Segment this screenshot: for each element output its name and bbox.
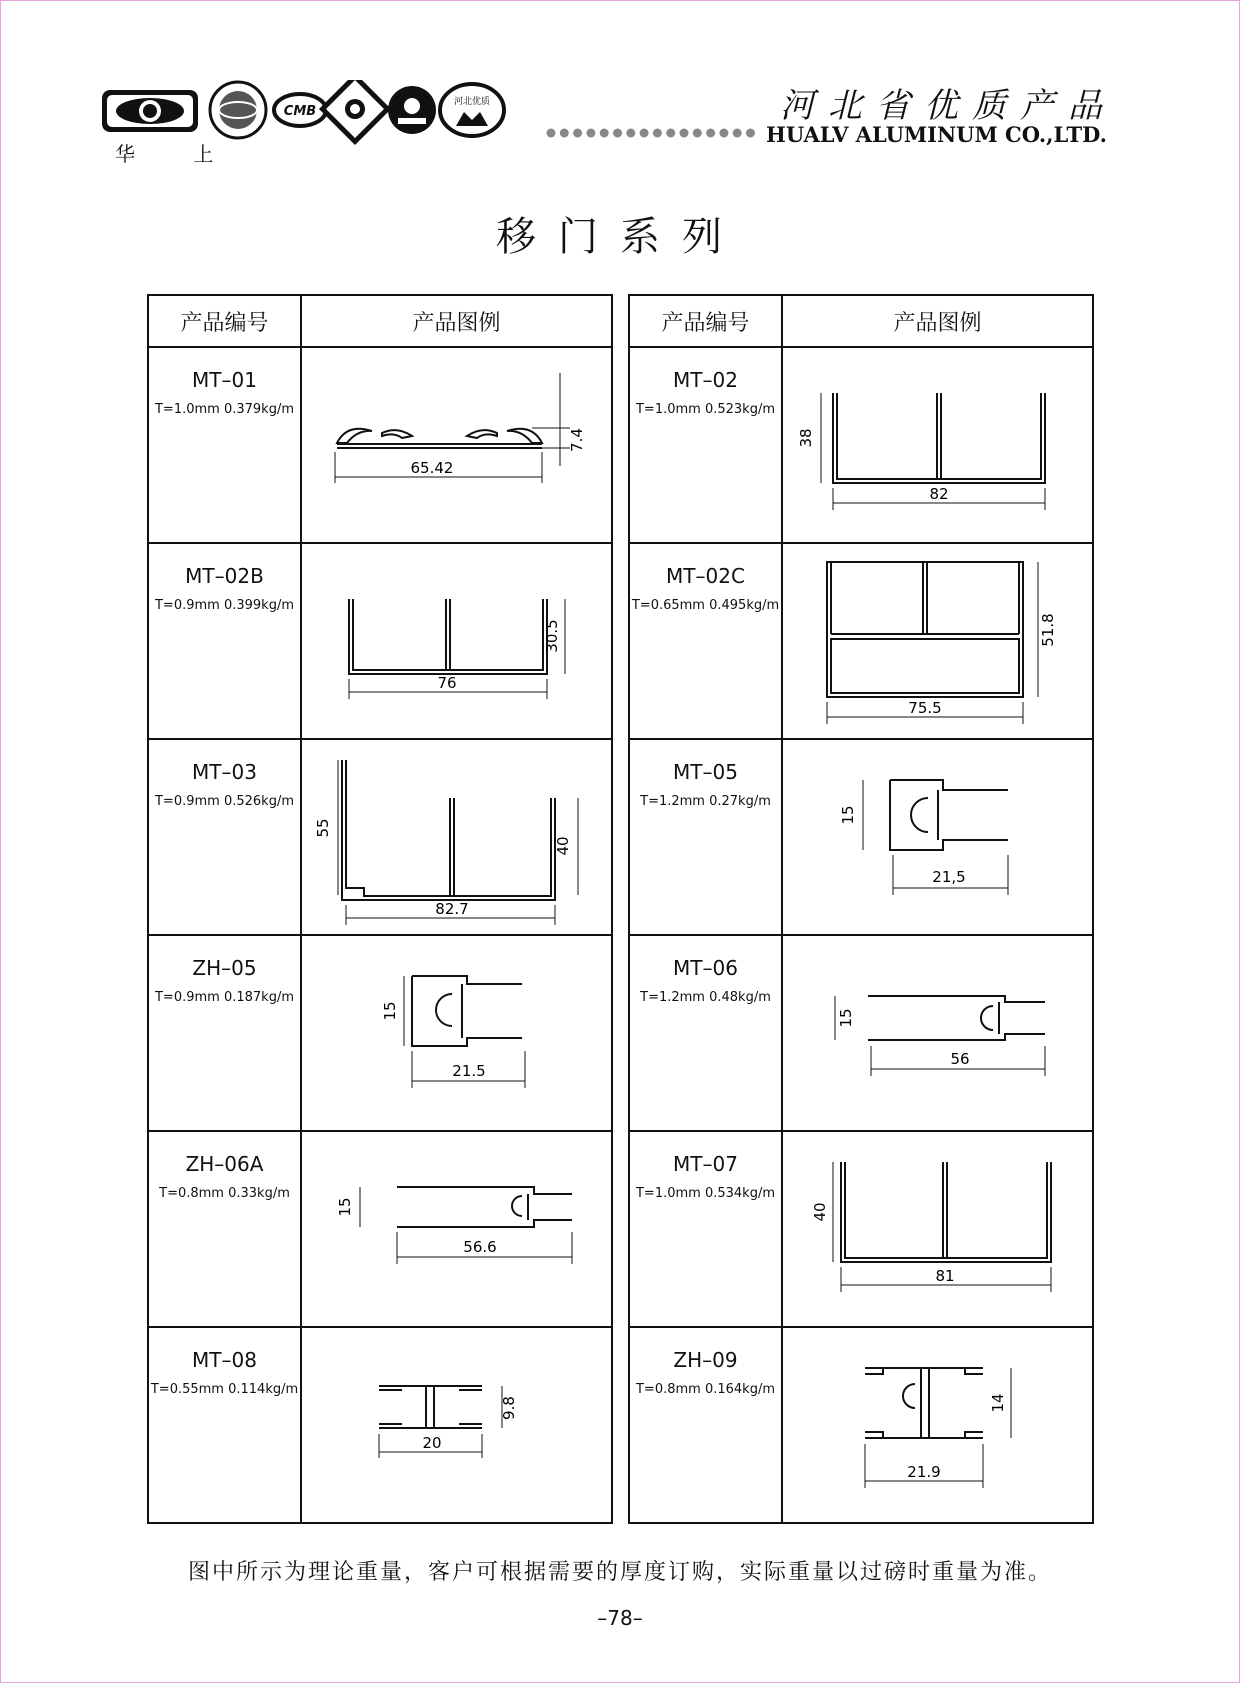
dimension-height: 55 [314, 818, 332, 838]
divider-dot [640, 129, 649, 138]
dimension-width: 76 [437, 674, 457, 692]
product-figure [301, 1327, 612, 1523]
product-spec: T=1.0mm 0.379kg/m [154, 402, 294, 417]
dimension-height: 15 [839, 805, 857, 825]
header-figure: 产品图例 [782, 295, 1093, 347]
divider-dot [719, 129, 728, 138]
divider-dot [573, 129, 582, 138]
quality-mark-icon [322, 80, 387, 142]
product-figure [782, 1131, 1093, 1327]
product-row [148, 935, 612, 1131]
product-code: MT–05 [673, 760, 738, 784]
profile-drawing [302, 740, 611, 934]
product-figure [301, 935, 612, 1131]
product-spec: T=0.55mm 0.114kg/m [150, 1382, 299, 1397]
profile-drawing [302, 1132, 611, 1326]
dimension-height: 15 [381, 1001, 399, 1021]
dimension-height: 14 [989, 1393, 1007, 1413]
product-code: MT–02 [673, 368, 738, 392]
emblem-icon [388, 86, 436, 134]
dimension-width: 81 [935, 1267, 955, 1285]
product-spec: T=0.8mm 0.33kg/m [159, 1186, 290, 1201]
product-row [629, 543, 1093, 739]
product-row [148, 1327, 612, 1523]
dimension-height-2: 40 [554, 836, 572, 856]
product-figure [301, 543, 612, 739]
product-row [629, 935, 1093, 1131]
weight-note: 图中所示为理论重量，客户可根据需要的厚度订购，实际重量以过磅时重量为准。 [187, 1560, 1052, 1585]
product-figure [301, 1131, 612, 1327]
product-figure [782, 935, 1093, 1131]
product-code: MT–02B [185, 564, 264, 588]
dimension-height: 9.8 [500, 1396, 518, 1420]
product-figure [782, 739, 1093, 935]
product-figure [782, 347, 1093, 543]
divider-dot [666, 129, 675, 138]
divider-dot [626, 129, 635, 138]
product-figure [301, 347, 612, 543]
profile-drawing [302, 348, 611, 542]
product-spec: T=1.0mm 0.534kg/m [635, 1186, 775, 1201]
product-code: ZH–06A [185, 1152, 264, 1176]
page-number: –78– [597, 1606, 643, 1630]
product-spec: T=0.9mm 0.526kg/m [154, 794, 294, 809]
product-code: ZH–05 [192, 956, 257, 980]
cmb-logo [274, 94, 326, 126]
profile-drawing [783, 1132, 1092, 1326]
product-row [629, 1327, 1093, 1523]
product-spec: T=0.8mm 0.164kg/m [635, 1382, 775, 1397]
globe-emblem-icon [210, 82, 266, 138]
divider-dot [560, 129, 569, 138]
profile-drawing [783, 1328, 1092, 1522]
dimension-width: 21.5 [452, 1062, 486, 1080]
dimension-height: 51.8 [1039, 613, 1057, 647]
dimension-height: 15 [336, 1197, 354, 1217]
product-table-right [628, 294, 1094, 1524]
product-table-left [147, 294, 613, 1524]
product-code: MT–07 [673, 1152, 738, 1176]
product-spec: T=1.2mm 0.27kg/m [640, 794, 771, 809]
profile-drawing [783, 348, 1092, 542]
profile-drawing [302, 544, 611, 738]
dimension-width: 75.5 [908, 699, 942, 717]
divider-dot [733, 129, 742, 138]
profile-drawing [302, 1328, 611, 1522]
product-code: ZH–09 [673, 1348, 738, 1372]
divider-dot [613, 129, 622, 138]
product-row [629, 347, 1093, 543]
divider-dot [653, 129, 662, 138]
product-code: MT–06 [673, 956, 738, 980]
product-spec: T=0.9mm 0.399kg/m [154, 598, 294, 613]
dimension-height: 30.5 [543, 619, 561, 653]
brand-logo [102, 90, 198, 132]
header-code: 产品编号 [148, 295, 301, 347]
dimension-height: 40 [811, 1202, 829, 1222]
product-spec: T=1.0mm 0.523kg/m [635, 402, 775, 417]
hebei-quality-seal [440, 84, 504, 136]
profile-drawing [783, 544, 1092, 738]
product-row [148, 543, 612, 739]
dimension-width: 82.7 [435, 900, 469, 918]
dimension-width: 56.6 [463, 1238, 497, 1256]
dimension-width: 82 [929, 485, 949, 503]
profile-drawing [302, 936, 611, 1130]
divider-dot [600, 129, 609, 138]
divider-dot [693, 129, 702, 138]
dimension-width: 20 [422, 1434, 442, 1452]
product-code: MT–03 [192, 760, 257, 784]
product-spec: T=1.2mm 0.48kg/m [640, 990, 771, 1005]
divider-dot [680, 129, 689, 138]
header-code: 产品编号 [629, 295, 782, 347]
profile-drawing [783, 740, 1092, 934]
profile-drawing [783, 936, 1092, 1130]
divider-dot [586, 129, 595, 138]
product-figure [301, 739, 612, 935]
header-title-cn: 河北省优质产品 [780, 86, 1116, 126]
brand-name: 华 上 [115, 142, 240, 166]
product-spec: T=0.9mm 0.187kg/m [154, 990, 294, 1005]
product-figure [782, 543, 1093, 739]
dotted-divider [545, 125, 760, 141]
seal-text: 河北优质 [453, 97, 491, 107]
product-row [629, 1131, 1093, 1327]
dimension-width: 21.9 [907, 1463, 941, 1481]
cmb-logo-text: CMB [283, 104, 317, 119]
product-row [148, 739, 612, 935]
header-figure: 产品图例 [301, 295, 612, 347]
product-row [148, 347, 612, 543]
dimension-height: 15 [837, 1008, 855, 1028]
dimension-height: 38 [797, 428, 815, 448]
divider-dot [547, 129, 556, 138]
dimension-width: 65.42 [410, 459, 454, 477]
page-title: 移门系列 [496, 214, 744, 260]
product-code: MT–02C [666, 564, 745, 588]
dimension-height: 7.4 [568, 428, 586, 452]
product-row [629, 739, 1093, 935]
header-title-en: HUALV ALUMINUM CO.,LTD. [766, 122, 1107, 147]
divider-dot [706, 129, 715, 138]
product-code: MT–01 [192, 368, 257, 392]
product-spec: T=0.65mm 0.495kg/m [631, 598, 780, 613]
dimension-width: 21,5 [932, 868, 966, 886]
product-code: MT–08 [192, 1348, 257, 1372]
product-row [148, 1131, 612, 1327]
dimension-width: 56 [950, 1050, 970, 1068]
divider-dot [746, 129, 755, 138]
product-figure [782, 1327, 1093, 1523]
